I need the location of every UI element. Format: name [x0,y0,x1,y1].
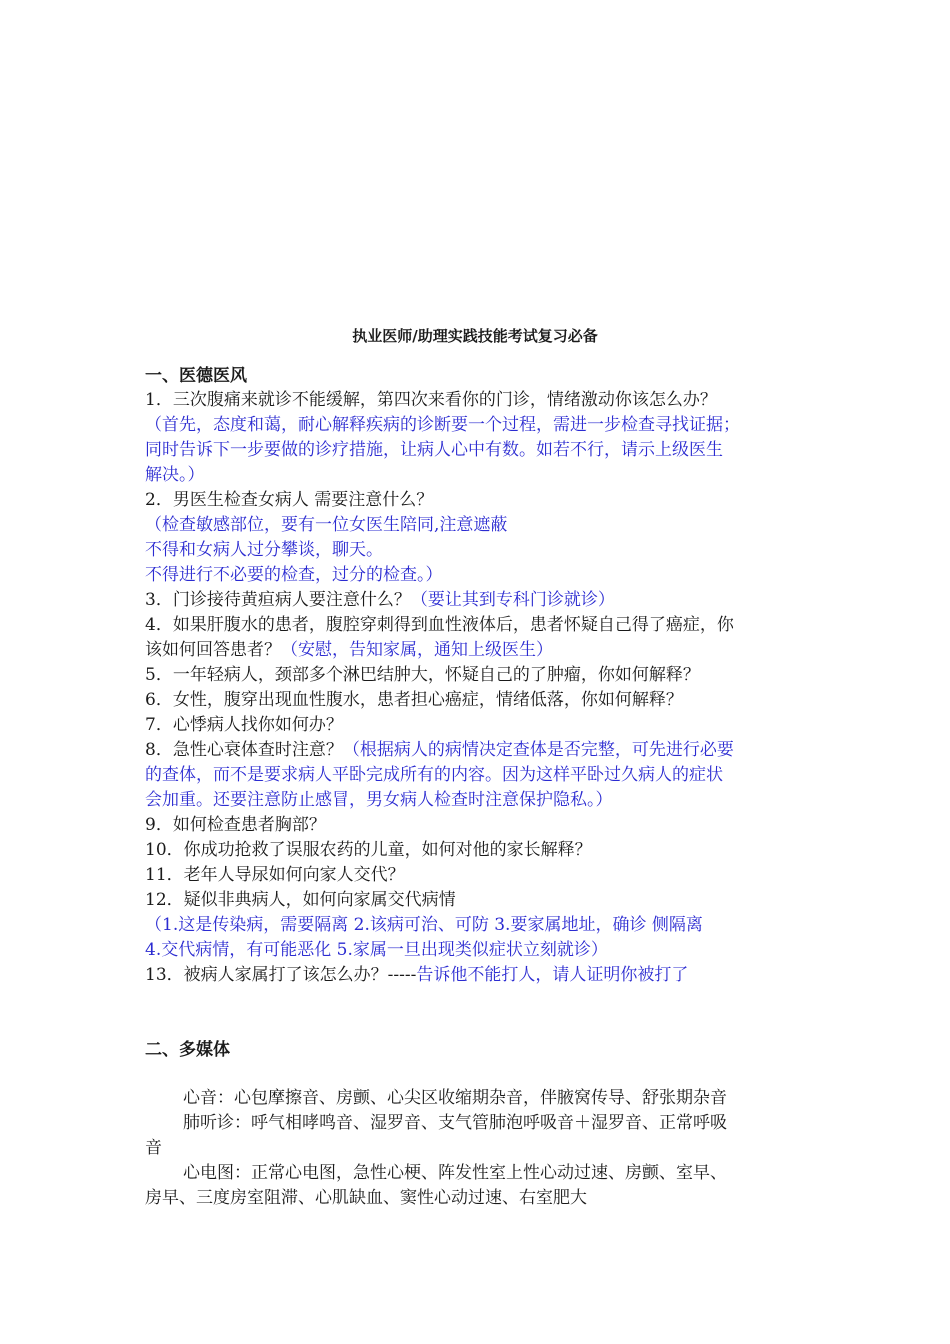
question-5: 5．一年轻病人，颈部多个淋巴结肿大，怀疑自己的了肿瘤，你如何解释？ [145,665,700,685]
answer-12-line-2: 4.交代病情，有可能恶化 5.家属一旦出现类似症状立刻就诊） [145,940,608,960]
question-4-line-1: 4．如果肝腹水的患者，腹腔穿刺得到血性液体后，患者怀疑自己得了癌症，你 [145,615,734,635]
section-heading-multimedia: 二、多媒体 [145,1040,230,1060]
question-3-text: 3．门诊接待黄疸病人要注意什么？ [145,590,411,610]
question-8-text: 8．急性心衰体查时注意？ [145,740,343,760]
answer-8-line-1: （根据病人的病情决定查体是否完整，可先进行必要 [342,740,734,760]
multimedia-ecg-line-1: 心电图：正常心电图，急性心梗、阵发性室上性心动过速、房颤、室早、 [183,1163,727,1183]
answer-13: 告诉他不能打人，请人证明你被打了 [416,965,689,985]
answer-2-line-1: （检查敏感部位，要有一位女医生陪同,注意遮蔽 [145,515,508,535]
multimedia-heart-sounds: 心音：心包摩擦音、房颤、心尖区收缩期杂音，伴腋窝传导、舒张期杂音 [183,1088,727,1108]
question-3 [145,588,825,613]
question-9: 9．如何检查患者胸部？ [145,815,326,835]
answer-12-line-1: （1.这是传染病，需要隔离 2.该病可治、可防 3.要家属地址，确诊 侧隔离 [145,915,703,935]
question-12: 12．疑似非典病人，如何向家属交代病情 [145,890,456,910]
answer-2-line-3: 不得进行不必要的检查，过分的检查。） [145,565,443,585]
section-heading-ethics: 一、医德医风 [145,366,247,386]
multimedia-ecg-line-2: 房早、三度房室阻滞、心肌缺血、窦性心动过速、右室肥大 [145,1188,587,1208]
question-13-text: 13．被病人家属打了该怎么办？----- [145,965,417,985]
answer-8-line-3: 会加重。还要注意防止感冒，男女病人检查时注意保护隐私。） [145,790,613,810]
answer-8-line-2: 的查体，而不是要求病人平卧完成所有的内容。因为这样平卧过久病人的症状 [145,765,723,785]
document-title: 执业医师/助理实践技能考试复习必备 [352,327,598,345]
question-10: 10．你成功抢救了误服农药的儿童，如何对他的家长解释？ [145,840,592,860]
answer-3: （要让其到专科门诊就诊） [410,590,615,610]
question-4-line-2 [145,638,825,663]
question-8 [145,738,825,763]
answer-4: （安慰，告知家属，通知上级医生） [281,640,553,660]
answer-1-line-2: 同时告诉下一步要做的诊疗措施，让病人心中有数。如若不行，请示上级医生 [145,440,723,460]
question-4-text: 该如何回答患者？ [145,640,281,660]
answer-2-line-2: 不得和女病人过分攀谈，聊天。 [145,540,383,560]
question-6: 6．女性，腹穿出现血性腹水，患者担心癌症，情绪低落，你如何解释？ [145,690,683,710]
question-13 [145,963,825,988]
multimedia-lung-auscultation-line-2: 音 [145,1138,162,1158]
question-2: 2．男医生检查女病人 需要注意什么？ [145,490,434,510]
question-11: 11．老年人导尿如何向家人交代？ [145,865,405,885]
question-7: 7．心悸病人找你如何办？ [145,715,343,735]
multimedia-lung-auscultation-line-1: 肺听诊：呼气相哮鸣音、湿罗音、支气管肺泡呼吸音＋湿罗音、正常呼吸 [183,1113,727,1133]
answer-1-line-3: 解决。） [145,465,205,485]
question-1: 1．三次腹痛来就诊不能缓解，第四次来看你的门诊，情绪激动你该怎么办？ [145,390,717,410]
answer-1-line-1: （首先，态度和蔼，耐心解释疾病的诊断要一个过程，需进一步检查寻找证据； [145,415,740,435]
